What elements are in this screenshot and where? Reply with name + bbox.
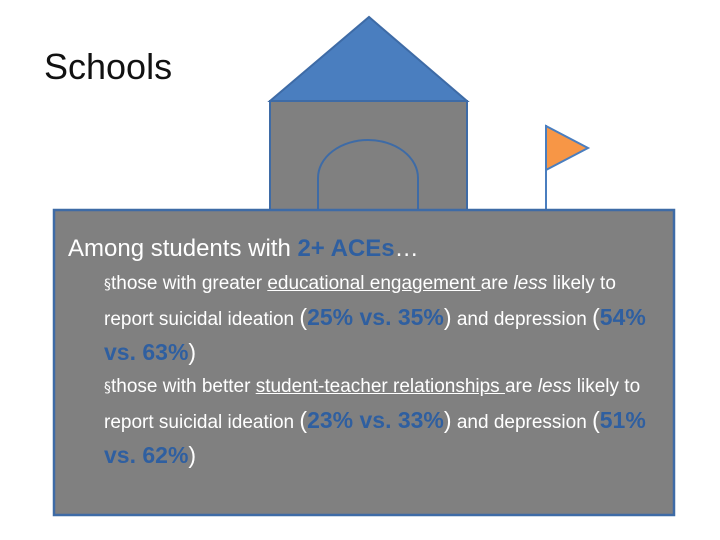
school-roof xyxy=(270,17,467,101)
bullet-marker-icon: § xyxy=(104,380,111,396)
content-box xyxy=(54,210,674,515)
door-arch xyxy=(318,140,418,215)
bullet-text: likely to report suicidal ideation xyxy=(104,376,641,433)
stat-suicidal-ideation: (25% vs. 35%) xyxy=(299,304,452,330)
bullet-text: are xyxy=(480,273,514,294)
bullet-item-relationships xyxy=(68,371,650,474)
bullet-text: and depression xyxy=(451,309,593,330)
bullet-item-engagement xyxy=(68,268,650,371)
heading-text: Among students with xyxy=(68,235,298,262)
stat-suicidal-ideation: (23% vs. 33%) xyxy=(299,407,452,433)
heading-ellipsis: … xyxy=(394,235,419,262)
stat-depression: (54% vs. 63%) xyxy=(104,304,646,365)
bullet-underlined-term: student-teacher relationships xyxy=(255,376,505,397)
bullet-italic: less xyxy=(537,376,572,397)
stat-value: 54% vs. 63% xyxy=(104,304,646,365)
bullet-text: those with greater xyxy=(111,273,268,294)
stat-value: 51% vs. 62% xyxy=(104,407,646,468)
bullet-text: those with better xyxy=(111,376,256,397)
bullet-italic: less xyxy=(513,273,548,294)
slide-title: Schools xyxy=(44,46,173,87)
content-heading xyxy=(68,234,650,264)
bullet-marker-icon: § xyxy=(104,277,111,293)
stat-value: 25% vs. 35% xyxy=(307,304,444,330)
bullet-underlined-term: educational engagement xyxy=(267,273,481,294)
pennant-flag-icon xyxy=(546,126,588,170)
bullet-text: likely to report suicidal ideation xyxy=(104,273,616,330)
bullet-text: and depression xyxy=(451,412,593,433)
stat-value: 23% vs. 33% xyxy=(307,407,444,433)
heading-highlight: 2+ ACEs xyxy=(297,235,395,262)
stat-depression: (51% vs. 62%) xyxy=(104,407,646,468)
bullet-text: are xyxy=(504,376,538,397)
